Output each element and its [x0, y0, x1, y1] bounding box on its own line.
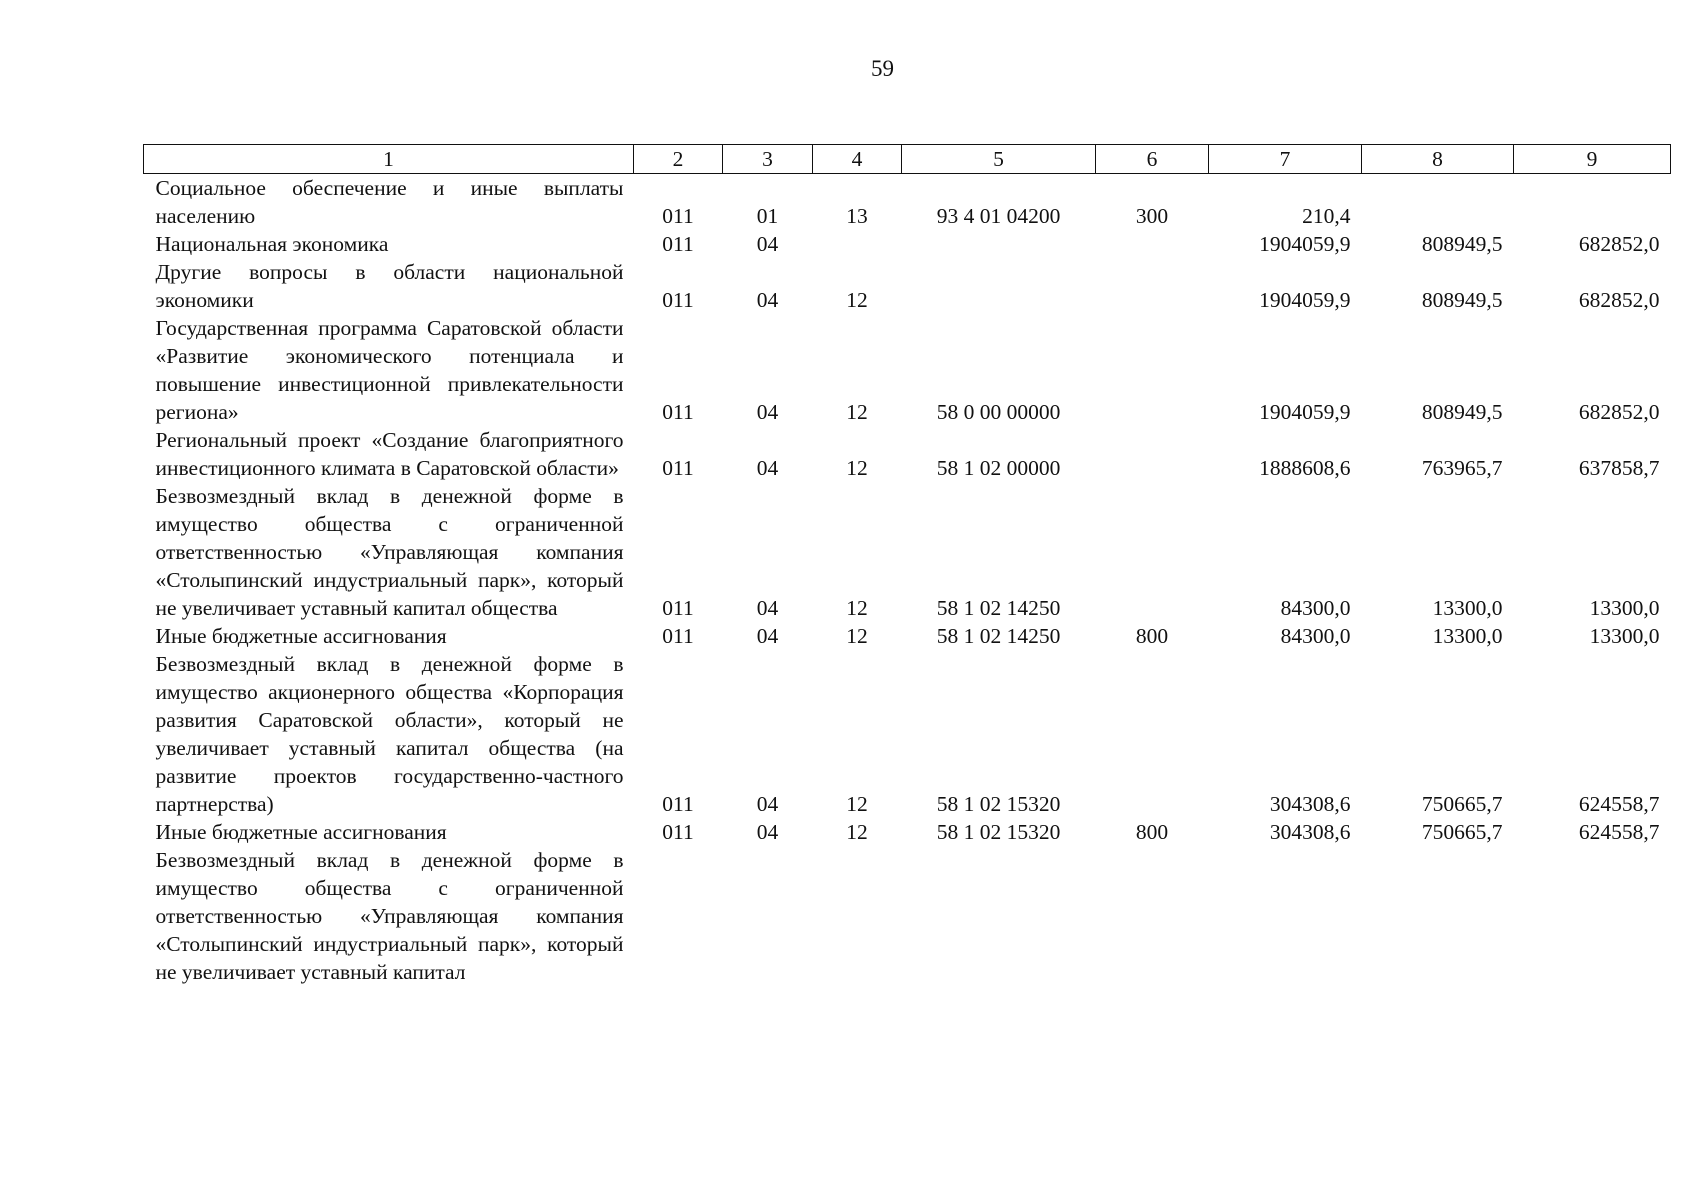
table-header	[144, 145, 1671, 174]
cell-subsection: 12	[846, 456, 868, 480]
cell-amount-8: 808949,5	[1421, 288, 1503, 312]
cell-amount-8	[1362, 174, 1514, 231]
cell-amount-9	[1514, 846, 1671, 986]
column-header: 4	[813, 145, 902, 174]
cell-target-article: 58 1 02 14250	[936, 596, 1061, 620]
cell-amount-9: 637858,7	[1578, 456, 1660, 480]
cell-amount-9: 682852,0	[1578, 288, 1660, 312]
cell-ministry	[634, 846, 723, 986]
row-name: Безвозмездный вклад в денежной форме в имущество акционерного общества «Корпорация развития Саратовской области», который не увеличивает уставный капитал общества (на развитие проектов государственно-частного партнерства)	[155, 652, 624, 816]
budget-table	[143, 144, 1671, 986]
cell-expense-type	[1096, 314, 1209, 426]
column-header: 3	[723, 145, 813, 174]
cell-amount-7: 1904059,9	[1259, 288, 1351, 312]
row-name: Безвозмездный вклад в денежной форме в имущество общества с ограниченной ответственностью «Управляющая компания «Столыпинский индустриальный парк», который не увеличивает уставный капитал	[155, 848, 624, 984]
cell-amount-7: 84300,0	[1280, 624, 1351, 648]
cell-expense-type	[1096, 482, 1209, 622]
cell-target-article	[902, 258, 1096, 314]
cell-ministry: 011	[662, 400, 694, 424]
cell-amount-7: 1888608,6	[1259, 456, 1351, 480]
cell-subsection	[813, 230, 902, 258]
header-row	[144, 145, 1671, 174]
cell-subsection: 13	[846, 204, 868, 228]
cell-section: 04	[756, 820, 779, 844]
cell-amount-7: 210,4	[1302, 204, 1351, 228]
table-row	[144, 426, 1671, 482]
column-header: 6	[1096, 145, 1209, 174]
cell-amount-9: 13300,0	[1589, 596, 1660, 620]
cell-ministry: 011	[662, 596, 694, 620]
table-row	[144, 230, 1671, 258]
cell-amount-9	[1514, 174, 1671, 231]
cell-target-article	[902, 846, 1096, 986]
cell-amount-8: 763965,7	[1421, 456, 1503, 480]
cell-amount-8: 808949,5	[1421, 232, 1503, 256]
row-name: Национальная экономика	[155, 232, 389, 256]
cell-expense-type: 800	[1135, 624, 1169, 648]
cell-subsection: 12	[846, 820, 868, 844]
cell-amount-7: 84300,0	[1280, 596, 1351, 620]
cell-target-article: 93 4 01 04200	[936, 204, 1061, 228]
cell-target-article: 58 1 02 00000	[936, 456, 1061, 480]
column-header: 1	[144, 145, 634, 174]
cell-section: 04	[756, 232, 779, 256]
cell-amount-8	[1362, 846, 1514, 986]
cell-ministry: 011	[662, 288, 694, 312]
cell-subsection: 12	[846, 624, 868, 648]
cell-section: 04	[756, 456, 779, 480]
column-header: 8	[1362, 145, 1514, 174]
cell-section: 01	[756, 204, 779, 228]
cell-section: 04	[756, 792, 779, 816]
table-row	[144, 622, 1671, 650]
cell-ministry: 011	[662, 792, 694, 816]
cell-subsection: 12	[846, 400, 868, 424]
row-name: Государственная программа Саратовской области «Развитие экономического потенциала и повышение инвестиционной привлекательности региона»	[155, 316, 624, 424]
table-row	[144, 650, 1671, 818]
cell-target-article: 58 1 02 14250	[936, 624, 1061, 648]
cell-amount-8: 13300,0	[1432, 596, 1503, 620]
table-row	[144, 818, 1671, 846]
cell-subsection: 12	[846, 792, 868, 816]
cell-expense-type: 800	[1135, 820, 1169, 844]
cell-amount-7: 1904059,9	[1259, 400, 1351, 424]
cell-expense-type	[1096, 846, 1209, 986]
cell-target-article: 58 1 02 15320	[936, 820, 1061, 844]
cell-amount-7: 1904059,9	[1259, 232, 1351, 256]
cell-expense-type	[1096, 650, 1209, 818]
cell-amount-7	[1209, 846, 1362, 986]
cell-amount-9: 682852,0	[1578, 400, 1660, 424]
cell-target-article	[902, 230, 1096, 258]
cell-amount-9: 13300,0	[1589, 624, 1660, 648]
cell-amount-7: 304308,6	[1269, 820, 1351, 844]
column-header: 5	[902, 145, 1096, 174]
cell-section: 04	[756, 288, 779, 312]
cell-expense-type	[1096, 230, 1209, 258]
cell-target-article: 58 0 00 00000	[936, 400, 1061, 424]
cell-section	[723, 846, 813, 986]
cell-amount-8: 750665,7	[1421, 792, 1503, 816]
table-body	[144, 174, 1671, 987]
cell-section: 04	[756, 596, 779, 620]
cell-ministry: 011	[662, 820, 694, 844]
cell-subsection	[813, 846, 902, 986]
cell-amount-8: 808949,5	[1421, 400, 1503, 424]
table-row	[144, 482, 1671, 622]
cell-section: 04	[756, 400, 779, 424]
row-name: Другие вопросы в области национальной экономики	[155, 260, 624, 312]
cell-subsection: 12	[846, 596, 868, 620]
cell-amount-8: 13300,0	[1432, 624, 1503, 648]
cell-ministry: 011	[662, 456, 694, 480]
cell-expense-type: 300	[1135, 204, 1169, 228]
row-name: Региональный проект «Создание благоприятного инвестиционного климата в Саратовской области»	[155, 428, 624, 480]
column-header: 2	[634, 145, 723, 174]
cell-amount-9: 624558,7	[1578, 820, 1660, 844]
cell-section: 04	[756, 624, 779, 648]
cell-ministry: 011	[662, 624, 694, 648]
row-name: Социальное обеспечение и иные выплаты населению	[155, 176, 624, 228]
page-number: 59	[871, 56, 894, 81]
cell-amount-8: 750665,7	[1421, 820, 1503, 844]
cell-amount-9: 624558,7	[1578, 792, 1660, 816]
row-name: Безвозмездный вклад в денежной форме в имущество общества с ограниченной ответственностью «Управляющая компания «Столыпинский индустриальный парк», который не увеличивает уставный капитал общества	[155, 484, 624, 620]
table-row	[144, 258, 1671, 314]
table-row	[144, 846, 1671, 986]
table-row	[144, 174, 1671, 231]
cell-ministry: 011	[662, 204, 694, 228]
table-row	[144, 314, 1671, 426]
cell-expense-type	[1096, 426, 1209, 482]
cell-subsection: 12	[846, 288, 868, 312]
cell-target-article: 58 1 02 15320	[936, 792, 1061, 816]
column-header: 7	[1209, 145, 1362, 174]
row-name: Иные бюджетные ассигнования	[155, 820, 447, 844]
cell-expense-type	[1096, 258, 1209, 314]
cell-amount-9: 682852,0	[1578, 232, 1660, 256]
cell-amount-7: 304308,6	[1269, 792, 1351, 816]
column-header: 9	[1514, 145, 1671, 174]
cell-ministry: 011	[662, 232, 694, 256]
row-name: Иные бюджетные ассигнования	[155, 624, 447, 648]
